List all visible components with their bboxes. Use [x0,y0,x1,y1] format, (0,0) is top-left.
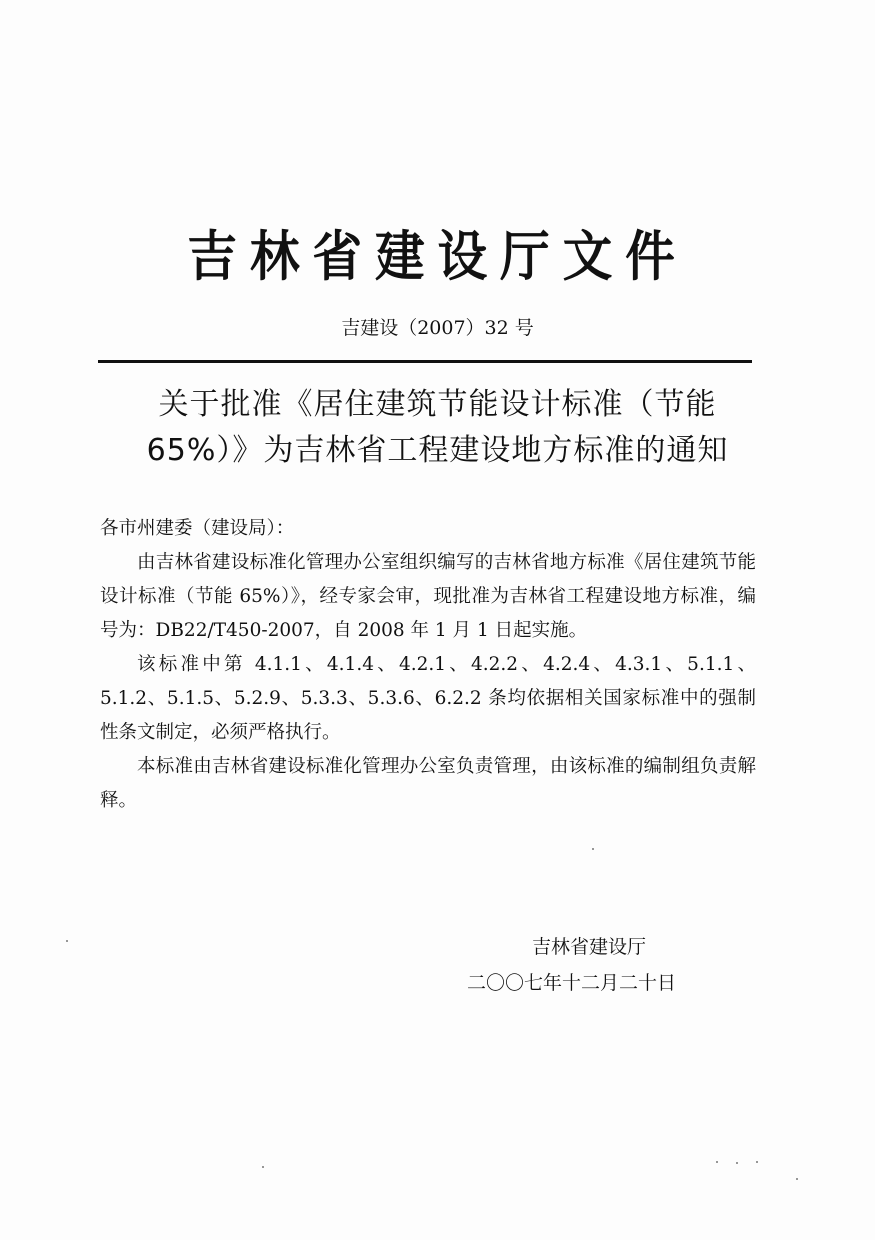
scan-speck [262,1166,264,1168]
scan-speck [716,1161,718,1163]
document-number: 吉建设（2007）32 号 [341,317,534,339]
scan-speck [796,1178,798,1180]
header-divider [98,360,752,363]
scan-speck [592,848,594,850]
scan-speck [736,1162,738,1164]
body-paragraph-3: 本标准由吉林省建设标准化管理办公室负责管理，由该标准的编制组负责解释。 [100,756,756,811]
signature-organization: 吉林省建设厅 [532,936,647,958]
notice-title-line-1: 关于批准《居住建筑节能设计标准（节能 [158,387,717,422]
signature-date: 二〇〇七年十二月二十日 [467,972,677,994]
notice-body [100,512,756,818]
notice-title-line-2: 65%）》为吉林省工程建设地方标准的通知 [146,433,729,468]
body-paragraph-1: 由吉林省建设标准化管理办公室组织编写的吉林省地方标准《居住建筑节能设计标准（节能 65%）》，经专家会审，现批准为吉林省工程建设地方标准，编号为：DB22/T450-2007，自 2008 年 1 月 1 日起实施。 [100,552,756,641]
document-header-title: 吉林省建设厅文件 [187,224,688,288]
scan-speck [66,940,68,942]
salutation: 各市州建委（建设局）： [100,518,295,539]
notice-title [100,382,775,474]
body-paragraph-2: 该标准中第 4.1.1、4.1.4、4.2.1、4.2.2、4.2.4、4.3.1、5.1.1、5.1.2、5.1.5、5.2.9、5.3.3、5.3.6、6.2.2 条均依据相关国家标准中的强制性条文制定，必须严格执行。 [100,654,756,743]
scan-speck [756,1161,758,1163]
